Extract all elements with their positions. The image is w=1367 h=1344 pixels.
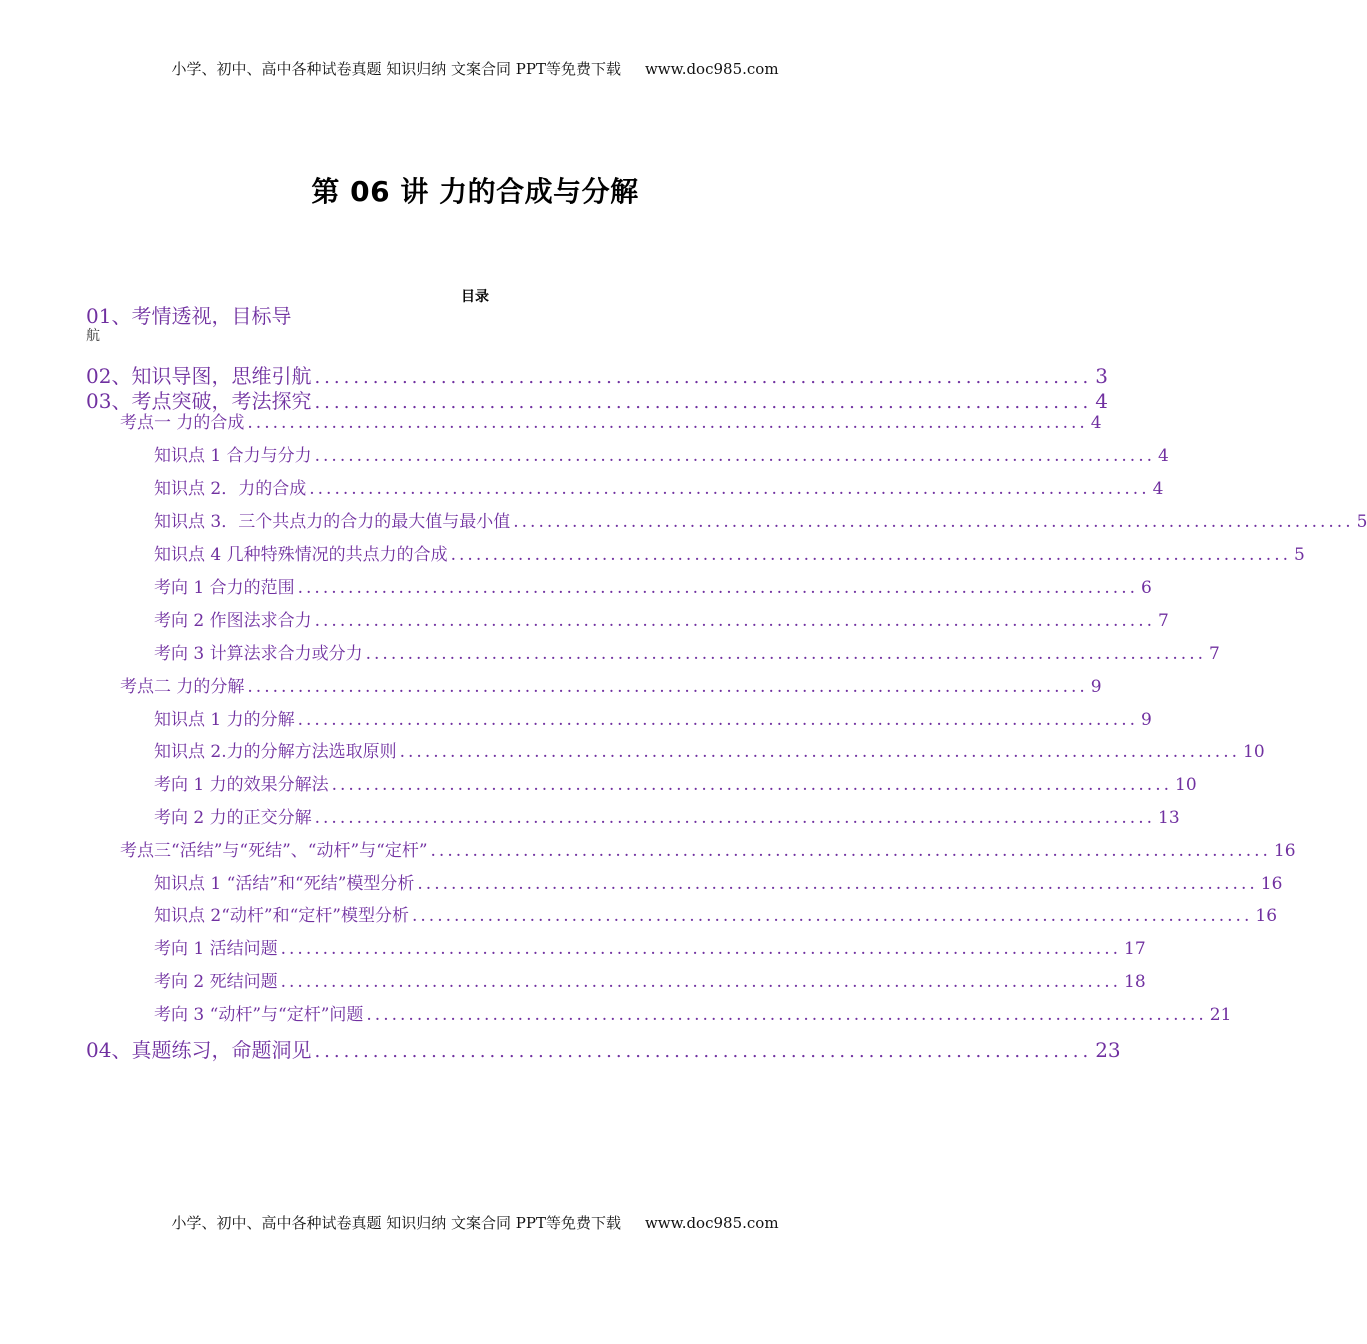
- toc-leader-dots: ....................................................................................................: [247, 413, 1088, 433]
- toc-entry[interactable]: [86, 1034, 1121, 1063]
- toc-entry-page: 7: [1209, 644, 1220, 664]
- toc-leader-dots: ....................................................................................................: [314, 808, 1156, 828]
- toc-entry-label: 考向 3 “动杆”与“定杆”问题: [154, 1005, 364, 1025]
- toc-entry-page: 23: [1095, 1038, 1121, 1062]
- toc-leader-dots: ....................................................................................................: [417, 874, 1258, 894]
- toc-entry-label: 04、真题练习，命题洞见: [86, 1038, 312, 1062]
- toc-entry-page: 4: [1158, 446, 1169, 466]
- toc-leader-dots: ....................................................................................................: [297, 710, 1139, 730]
- toc-leader-dots: ....................................................................................................: [280, 972, 1122, 992]
- toc-entry-label: 知识点 1 合力与分力: [154, 446, 312, 466]
- toc-leader-dots: ................................................................................: [314, 392, 1093, 413]
- toc-entry-label-wrap: 航: [86, 328, 100, 344]
- toc-entry-page: 16: [1255, 906, 1278, 926]
- toc-entry-label: 考向 3 计算法求合力或分力: [154, 644, 363, 664]
- toc-entry[interactable]: [154, 869, 1283, 894]
- toc-entry-page: 4: [1090, 413, 1102, 433]
- toc-entry-page: 5: [1294, 545, 1305, 565]
- page-footer: [0, 1212, 950, 1233]
- toc-leader-dots: ....................................................................................................: [309, 479, 1150, 499]
- toc-leader-dots: ....................................................................................................: [399, 742, 1241, 762]
- toc-entry-label: 考点三“活结”与“死结”、“动杆”与“定杆”: [120, 841, 428, 861]
- page-header: [0, 58, 950, 79]
- toc-entry[interactable]: [154, 967, 1146, 992]
- toc-entry[interactable]: [154, 770, 1197, 795]
- toc-entry-page: 3: [1095, 364, 1108, 388]
- toc-leader-dots: ....................................................................................................: [314, 446, 1156, 466]
- toc-heading: 目录: [461, 289, 489, 305]
- toc-entry-label: 考点二 力的分解: [120, 677, 245, 697]
- toc-entry-label: 考向 1 合力的范围: [154, 578, 295, 598]
- toc-leader-dots: ................................................................................: [314, 367, 1093, 388]
- toc-entry-label: 考向 1 活结问题: [154, 939, 278, 959]
- toc-entry-label: 02、知识导图，思维引航: [86, 364, 312, 388]
- toc-entry[interactable]: [154, 737, 1265, 762]
- toc-entry[interactable]: [154, 573, 1152, 598]
- toc-entry-label: 考向 2 作图法求合力: [154, 611, 312, 631]
- header-site: www.doc985.com: [644, 60, 779, 78]
- toc-entry[interactable]: [154, 705, 1152, 730]
- toc-leader-dots: ....................................................................................................: [331, 775, 1173, 795]
- toc-entry-page: 4: [1095, 389, 1108, 413]
- toc-entry-page: 9: [1141, 710, 1152, 730]
- toc-entry-page: 18: [1124, 972, 1146, 992]
- toc-entry-label: 知识点 3．三个共点力的合力的最大值与最小值: [154, 512, 511, 532]
- toc-entry-page: 10: [1243, 742, 1265, 762]
- toc-entry-label: 考点一 力的合成: [120, 413, 245, 433]
- toc-entry[interactable]: [120, 672, 1102, 697]
- toc-entry-label: 知识点 2.力的分解方法选取原则: [154, 742, 397, 762]
- footer-site: www.doc985.com: [644, 1214, 779, 1232]
- page-title: 第 06 讲 力的合成与分解: [311, 175, 639, 208]
- toc-entry[interactable]: [120, 836, 1296, 861]
- toc-entry-label: 知识点 1 力的分解: [154, 710, 295, 730]
- toc-leader-dots: ....................................................................................................: [411, 906, 1253, 926]
- toc-entry-page: 16: [1260, 874, 1283, 894]
- toc-leader-dots: ....................................................................................................: [280, 939, 1122, 959]
- toc-entry-label: 知识点 1 “活结”和“死结”模型分析: [154, 874, 415, 894]
- toc-entry-page: 5: [1356, 512, 1367, 532]
- toc-entry-page: 7: [1158, 611, 1169, 631]
- toc-entry-page: 17: [1124, 939, 1146, 959]
- toc-entry-label: 03、考点突破，考法探究: [86, 389, 312, 413]
- toc-entry[interactable]: [120, 408, 1102, 433]
- toc-entry-page: 10: [1175, 775, 1197, 795]
- toc-entry[interactable]: [154, 441, 1169, 466]
- toc-leader-dots: ....................................................................................................: [450, 545, 1292, 565]
- toc-entry[interactable]: [154, 1000, 1232, 1025]
- toc-entry[interactable]: [154, 507, 1367, 532]
- toc-leader-dots: ....................................................................................................: [297, 578, 1139, 598]
- header-text: 小学、初中、高中各种试卷真题 知识归纳 文案合同 PPT等免费下载: [171, 60, 621, 78]
- toc-leader-dots: ....................................................................................................: [247, 677, 1088, 697]
- toc-entry-label: 知识点 2．力的合成: [154, 479, 307, 499]
- toc-entry[interactable]: [86, 305, 864, 345]
- toc-entry[interactable]: [154, 803, 1180, 828]
- toc-entry-page: 4: [1152, 479, 1164, 499]
- toc-entry-label: 知识点 2“动杆”和“定杆”模型分析: [154, 906, 409, 926]
- toc-entry-page: 9: [1090, 677, 1102, 697]
- toc-entry-label: 01、考情透视，目标导: [86, 304, 292, 328]
- toc-entry[interactable]: [154, 540, 1305, 565]
- footer-text: 小学、初中、高中各种试卷真题 知识归纳 文案合同 PPT等免费下载: [171, 1214, 621, 1232]
- toc-entry-page: 16: [1273, 841, 1296, 861]
- toc-entry-page: 21: [1209, 1005, 1232, 1025]
- toc-entry[interactable]: [154, 934, 1146, 959]
- toc-leader-dots: ................................................................................: [314, 1041, 1093, 1062]
- toc-leader-dots: ....................................................................................................: [365, 644, 1207, 664]
- toc-leader-dots: ....................................................................................................: [314, 611, 1156, 631]
- toc-entry-page: 13: [1158, 808, 1180, 828]
- toc-leader-dots: ....................................................................................................: [366, 1005, 1207, 1025]
- toc-entry-page: 6: [1141, 578, 1152, 598]
- toc-entry[interactable]: [154, 474, 1164, 499]
- toc-leader-dots: ....................................................................................................: [430, 841, 1271, 861]
- toc-entry-label: 知识点 4 几种特殊情况的共点力的合成: [154, 545, 448, 565]
- toc-leader-dots: ....................................................................................................: [513, 512, 1354, 532]
- toc-entry[interactable]: [154, 606, 1169, 631]
- toc-entry[interactable]: [154, 639, 1220, 664]
- toc-entry-label: 考向 1 力的效果分解法: [154, 775, 329, 795]
- toc-entry-label: 考向 2 力的正交分解: [154, 808, 312, 828]
- toc-entry[interactable]: [154, 901, 1278, 926]
- toc-entry-label: 考向 2 死结问题: [154, 972, 278, 992]
